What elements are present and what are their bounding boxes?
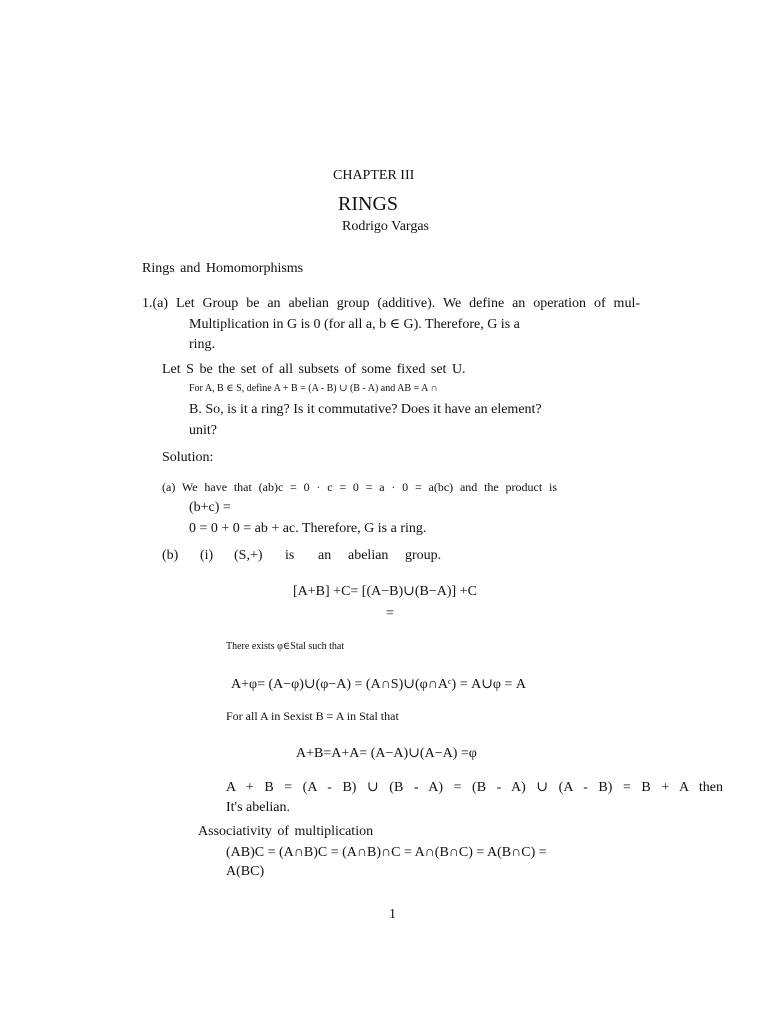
document-title: RINGS bbox=[338, 193, 399, 215]
problem-line: 1.(a) Let Group be an abelian group (additive). We define an operation of mul- bbox=[142, 296, 640, 311]
problem-line: ring. bbox=[189, 337, 216, 352]
part-b-label: (b) bbox=[162, 548, 179, 563]
solution-line: 0 = 0 + 0 = ab + ac. Therefore, G is a ring. bbox=[189, 521, 427, 536]
author-name: Rodrigo Vargas bbox=[342, 219, 429, 234]
solution-label: Solution: bbox=[162, 450, 214, 465]
solution-line: It's abelian. bbox=[226, 800, 290, 815]
solution-word: group. bbox=[405, 548, 442, 563]
note-line: There exists φ∈Stal such that bbox=[226, 641, 345, 652]
problem-line: Let S be the set of all subsets of some fixed set U. bbox=[162, 362, 466, 377]
problem-line: Multiplication in G is 0 (for all a, b ∈ G). Therefore, G is a bbox=[189, 317, 520, 332]
equation-line: A(BC) bbox=[226, 864, 265, 879]
section-heading: Rings and Homomorphisms bbox=[142, 261, 304, 276]
note-line: For all A in Sexist B = A in Stal that bbox=[226, 709, 399, 723]
part-i-label: (i) bbox=[200, 548, 214, 563]
subheading: Associativity of multiplication bbox=[198, 824, 374, 839]
equation-line: [A+B] +C= [(A−B)∪(B−A)] +C bbox=[293, 584, 477, 599]
solution-line: (a) We have that (ab)c = 0 · c = 0 = a · 0 = a(bc) and the product is bbox=[162, 480, 557, 494]
solution-word: is bbox=[285, 548, 295, 563]
problem-line: unit? bbox=[189, 423, 217, 438]
problem-line-small: For A, B ∈ S, define A + B = (A - B) ∪ (B - A) and AB = A ∩ bbox=[189, 383, 438, 394]
solution-word: (S,+) bbox=[234, 548, 263, 563]
solution-word: an bbox=[318, 548, 332, 563]
problem-line: B. So, is it a ring? Is it commutative? Does it have an element? bbox=[189, 402, 542, 417]
chapter-label: CHAPTER III bbox=[333, 168, 415, 183]
equation-line: A+B=A+A= (A−A)∪(A−A) =φ bbox=[296, 746, 477, 761]
equation-line: (AB)C = (A∩B)C = (A∩B)∩C = A∩(B∩C) = A(B∩C) = bbox=[226, 845, 547, 860]
page-number: 1 bbox=[389, 907, 396, 922]
equation-line: A+φ= (A−φ)∪(φ−A) = (A∩S)∪(φ∩Aᶜ) = A∪φ = A bbox=[231, 677, 527, 692]
solution-line: (b+c) = bbox=[189, 500, 231, 515]
equation-line: A + B = (A - B) ∪ (B - A) = (B - A) ∪ (A - B) = B + A then bbox=[226, 780, 723, 795]
solution-word: abelian bbox=[348, 548, 389, 563]
equation-line: = bbox=[386, 606, 394, 621]
